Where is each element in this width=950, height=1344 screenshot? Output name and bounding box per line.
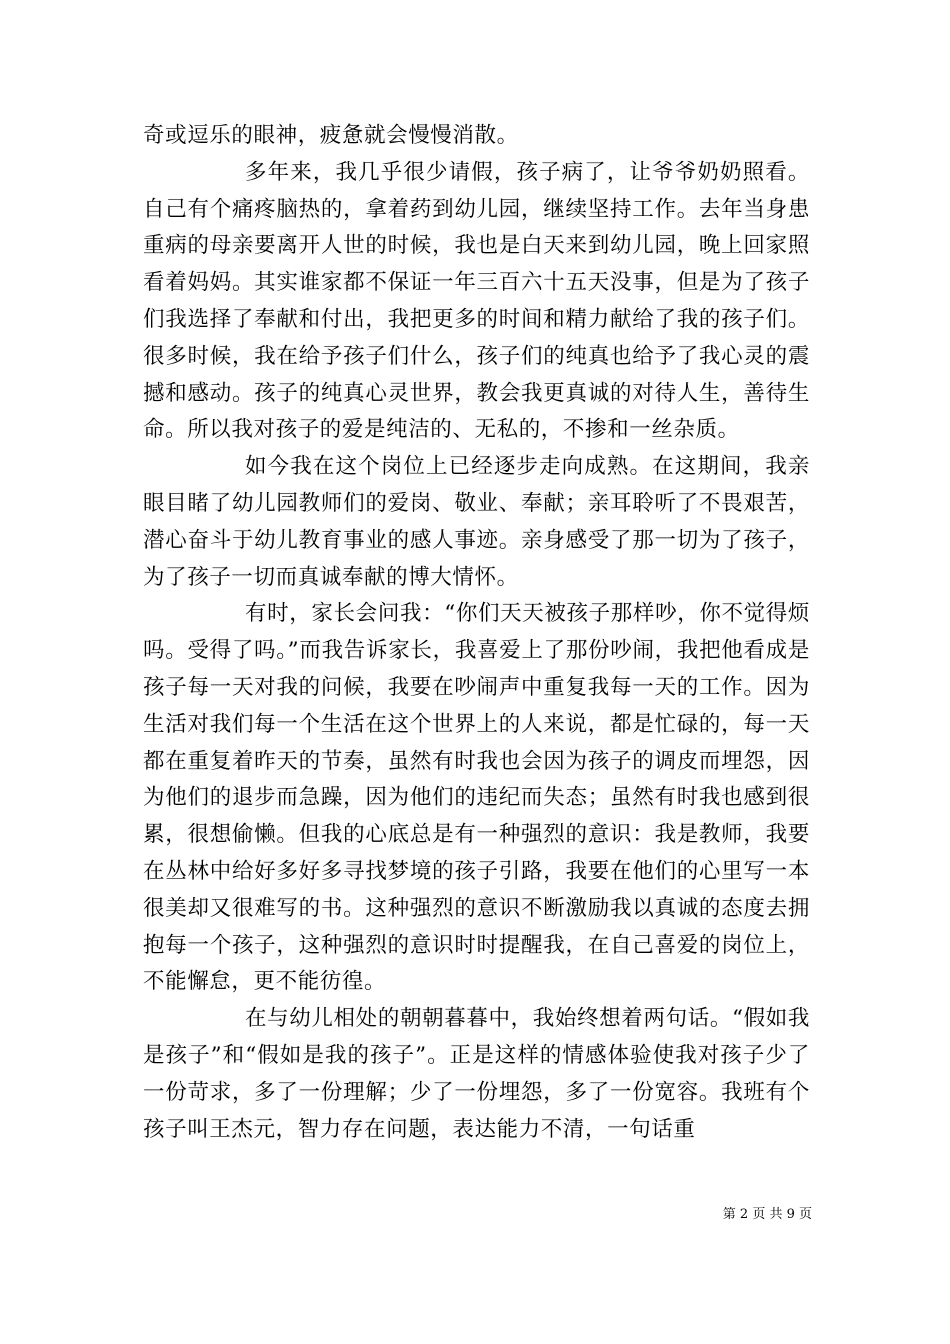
- paragraph-3: 如今我在这个岗位上已经逐步走向成熟。在这期间，我亲眼目睹了幼儿园教师们的爱岗、敬业、奉献；亲耳聆听了不畏艰苦，潜心奋斗于幼儿教育事业的感人事迹。亲身感受了那一切为了孩子，为了孩子一切而真诚奉献的博大情怀。: [143, 454, 810, 590]
- paragraph-4: 有时，家长会问我：“你们天天被孩子那样吵，你不觉得烦吗。受得了吗。”而我告诉家长，我喜爱上了那份吵闹，我把他看成是孩子每一天对我的问候，我要在吵闹声中重复我每一天的工作。因为生活对我们每一个生活在这个世界上的人来说，都是忙碌的，每一天都在重复着昨天的节奏，虽然有时我也会因为孩子的调皮而埋怨，因为他们的退步而急躁，因为他们的违纪而失态；虽然有时我也感到很累，很想偷懒。但我的心底总是有一种强烈的意识：我是教师，我要在丛林中给好多好多寻找梦境的孩子引路，我要在他们的心里写一本很美却又很难写的书。这种强烈的意识不断激励我以真诚的态度去拥抱每一个孩子，这种强烈的意识时时提醒我，在自己喜爱的岗位上，不能懈怠，更不能彷徨。: [143, 601, 810, 995]
- paragraph-2: 多年来，我几乎很少请假，孩子病了，让爷爷奶奶照看。自己有个痛疼脑热的，拿着药到幼儿园，继续坚持工作。去年当身患重病的母亲要离开人世的时候，我也是白天来到幼儿园，晚上回家照看着妈妈。其实谁家都不保证一年三百六十五天没事，但是为了孩子们我选择了奉献和付出，我把更多的时间和精力献给了我的孩子们。很多时候，我在给予孩子们什么，孩子们的纯真也给予了我心灵的震撼和感动。孩子的纯真心灵世界，教会我更真诚的对待人生，善待生命。所以我对孩子的爱是纯洁的、无私的，不掺和一丝杂质。: [143, 159, 810, 443]
- document-body: [143, 118, 810, 1148]
- page-number-footer: 第 2 页 共 9 页: [722, 1207, 812, 1222]
- paragraph-5: 在与幼儿相处的朝朝暮暮中，我始终想着两句话。“假如我是孩子”和“假如是我的孩子”。正是这样的情感体验使我对孩子少了一份苛求，多了一份理解；少了一份埋怨，多了一份宽容。我班有个孩子叫王杰元，智力存在问题，表达能力不清，一句话重: [143, 1006, 810, 1142]
- paragraph-1: 奇或逗乐的眼神，疲惫就会慢慢消散。: [143, 123, 519, 148]
